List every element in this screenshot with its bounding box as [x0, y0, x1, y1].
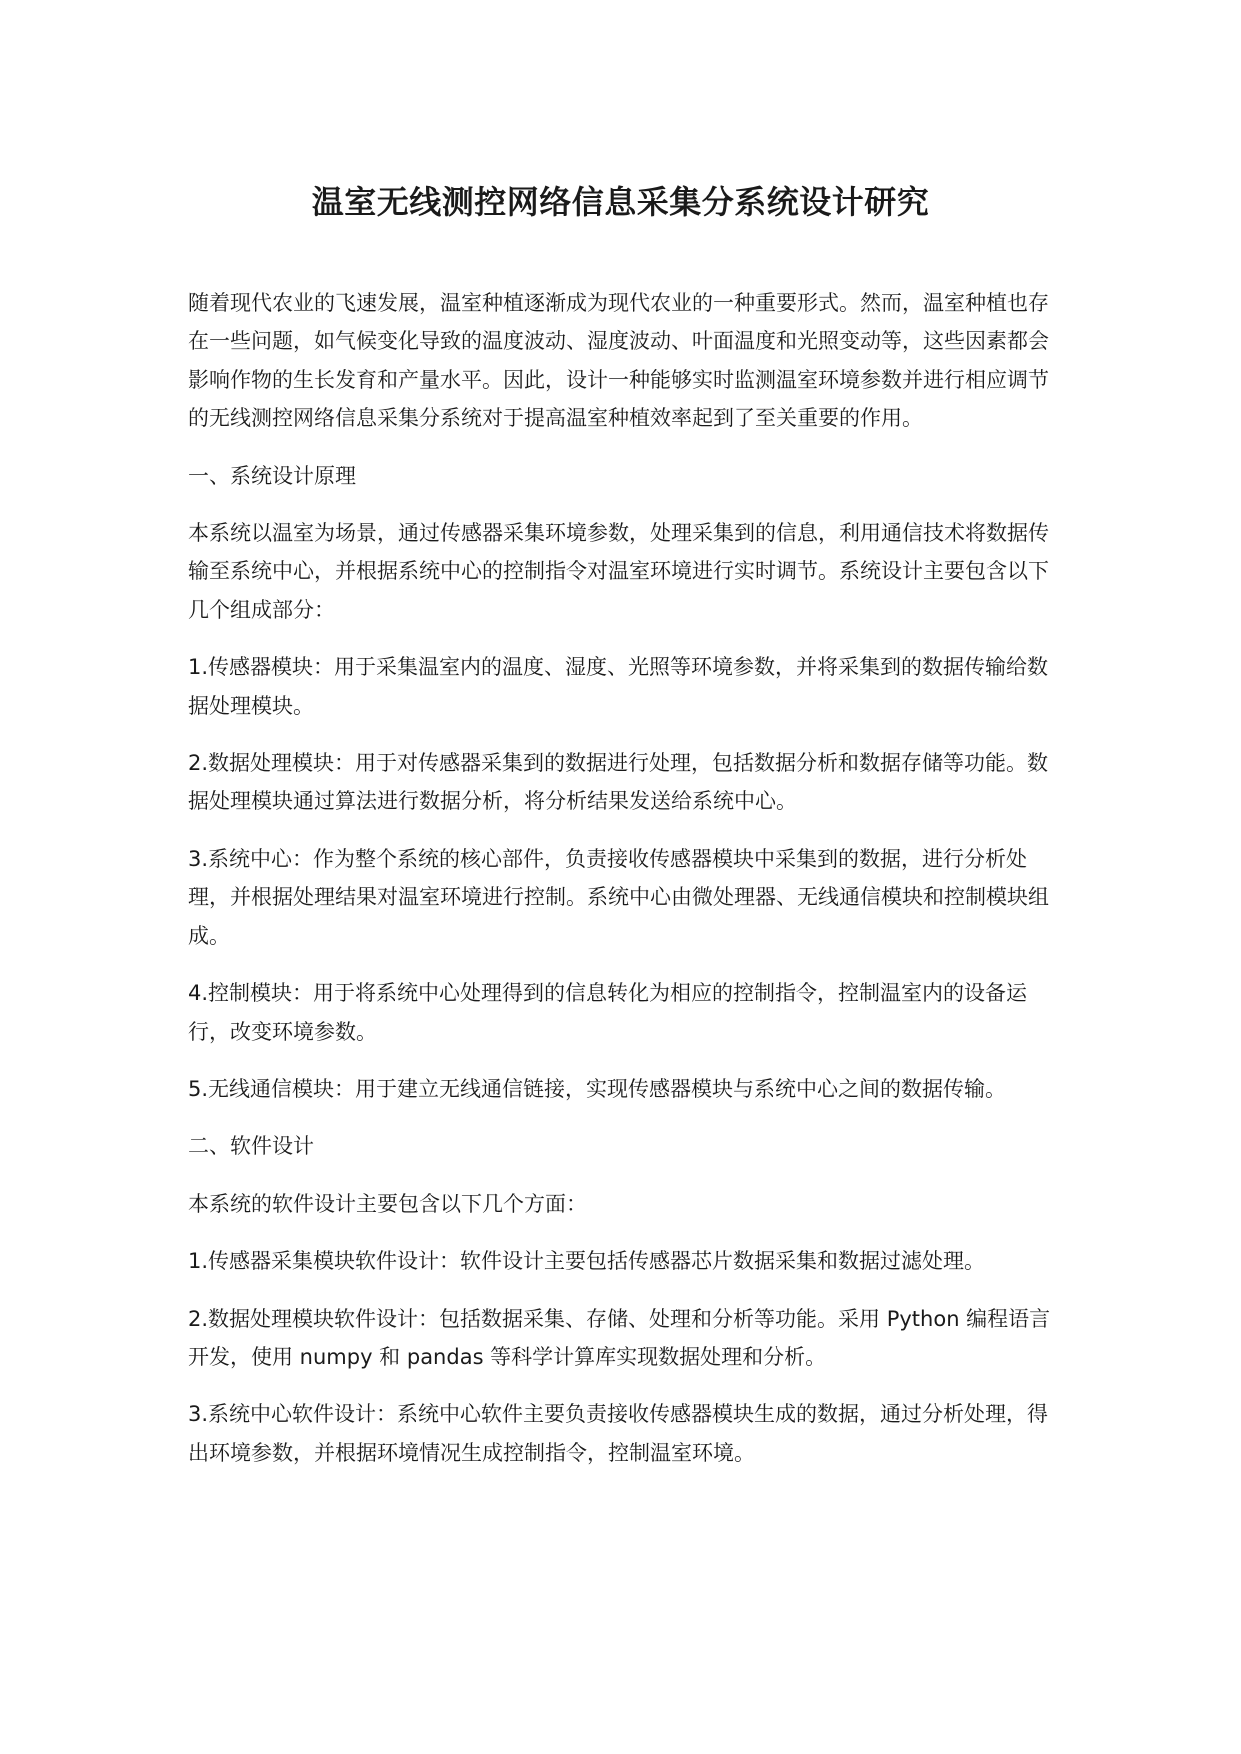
section-heading-software-design: 二、软件设计 [188, 1134, 314, 1159]
intro-paragraph: 随着现代农业的飞速发展，温室种植逐渐成为现代农业的一种重要形式。然而，温室种植也存在一些问题，如气候变化导致的温度波动、湿度波动、叶面温度和光照变动等，这些因素都会影响作物的生长发育和产量水平。因此，设计一种能够实时监测温室环境参数并进行相应调节的无线测控网络信息采集分系统对于提高温室种植效率起到了至关重要的作用。 [188, 291, 1049, 431]
list-item-sensor-software: 1.传感器采集模块软件设计：软件设计主要包括传感器芯片数据采集和数据过滤处理。 [188, 1249, 986, 1274]
document-title: 温室无线测控网络信息采集分系统设计研究 [311, 183, 930, 221]
section1-intro-paragraph: 本系统以温室为场景，通过传感器采集环境参数，处理采集到的信息，利用通信技术将数据传输至系统中心，并根据系统中心的控制指令对温室环境进行实时调节。系统设计主要包含以下几个组成部分： [188, 521, 1049, 622]
document-body [188, 284, 1068, 1491]
section-heading-design-principle: 一、系统设计原理 [188, 463, 356, 488]
list-item-system-center-software: 3.系统中心软件设计：系统中心软件主要负责接收传感器模块生成的数据，通过分析处理，得出环境参数，并根据环境情况生成控制指令，控制温室环境。 [188, 1402, 1049, 1465]
list-item-data-processing-module: 2.数据处理模块：用于对传感器采集到的数据进行处理，包括数据分析和数据存储等功能。数据处理模块通过算法进行数据分析，将分析结果发送给系统中心。 [188, 751, 1049, 814]
list-item-sensor-module: 1.传感器模块：用于采集温室内的温度、湿度、光照等环境参数，并将采集到的数据传输给数据处理模块。 [188, 655, 1049, 718]
list-item-control-module: 4.控制模块：用于将系统中心处理得到的信息转化为相应的控制指令，控制温室内的设备运行，改变环境参数。 [188, 981, 1028, 1044]
list-item-wireless-module: 5.无线通信模块：用于建立无线通信链接，实现传感器模块与系统中心之间的数据传输。 [188, 1076, 1007, 1101]
list-item-data-processing-software: 2.数据处理模块软件设计：包括数据采集、存储、处理和分析等功能。采用 Python 编程语言开发，使用 numpy 和 pandas 等科学计算库实现数据处理和分析。 [188, 1306, 1051, 1369]
list-item-system-center: 3.系统中心：作为整个系统的核心部件，负责接收传感器模块中采集到的数据，进行分析处理，并根据处理结果对温室环境进行控制。系统中心由微处理器、无线通信模块和控制模块组成。 [188, 846, 1049, 948]
section2-intro-paragraph: 本系统的软件设计主要包含以下几个方面： [188, 1191, 587, 1216]
